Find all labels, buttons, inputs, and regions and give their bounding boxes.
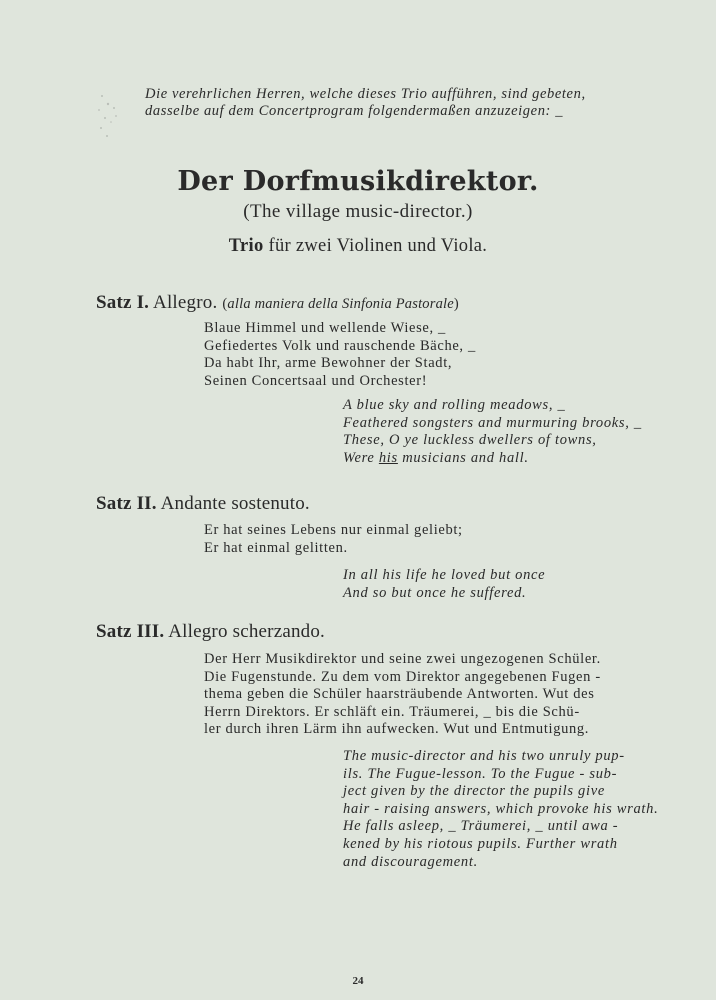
movement-1-english-text <box>343 397 642 467</box>
movement-2-german-text <box>204 522 463 557</box>
german-line: Da habt Ihr, arme Bewohner der Stadt, <box>204 355 453 372</box>
english-line: A blue sky and rolling meadows, _ <box>343 397 566 413</box>
movement-3-german-text <box>204 651 601 739</box>
movement-2-english-text <box>343 567 545 602</box>
german-line: Gefiedertes Volk und rauschende Bäche, _ <box>204 337 476 354</box>
english-line: kened by his riotous pupils. Further wrath <box>343 835 618 852</box>
german-line: Er hat seines Lebens nur einmal geliebt; <box>204 522 463 538</box>
german-line: thema geben die Schüler haarsträubende Antworten. Wut des <box>204 686 595 703</box>
page-title: Der Dorfmusikdirektor. <box>177 166 539 197</box>
english-line: He falls asleep, _ Träumerei, _ until awa - <box>343 818 619 835</box>
instrumentation-line <box>0 236 716 257</box>
english-line <box>343 450 642 468</box>
movement-1-label: Satz I. <box>96 292 150 313</box>
movement-3-heading <box>96 621 325 643</box>
german-line: Der Herr Musikdirektor und seine zwei ungezogenen Schüler. <box>204 651 601 667</box>
german-line: Seinen Concertsaal und Orchester! <box>204 372 428 389</box>
english-line: hair - raising answers, which provoke his wrath. <box>343 800 659 817</box>
trio-label: Trio <box>228 236 264 256</box>
movement-2-tempo: Andante sostenuto. <box>156 493 310 514</box>
intro-note <box>145 86 586 120</box>
movement-1-note-close: ) <box>453 296 459 312</box>
underlined-word: his <box>378 449 398 466</box>
intro-line-2: dasselbe auf dem Concertprogram folgendermaßen anzuzeigen: _ <box>145 103 564 119</box>
german-line: Herrn Direktors. Er schläft ein. Träumerei, _ bis die Schü- <box>204 703 580 720</box>
movement-1-heading <box>96 292 459 314</box>
movement-1-tempo: Allegro. <box>149 292 223 313</box>
german-line: Blaue Himmel und wellende Wiese, _ <box>204 320 446 336</box>
english-line: ject given by the director the pupils give <box>343 783 605 800</box>
english-line-end: musicians and hall. <box>397 449 529 466</box>
page-subtitle: (The village music-director.) <box>243 201 473 222</box>
english-line: ils. The Fugue-lesson. To the Fugue - sub- <box>343 765 618 782</box>
german-line: Er hat einmal gelitten. <box>204 539 348 556</box>
english-line: The music-director and his two unruly pup- <box>343 748 625 764</box>
english-line: These, O ye luckless dwellers of towns, <box>343 432 597 449</box>
movement-2-label: Satz II. <box>96 493 157 514</box>
german-line: ler durch ihren Lärm ihn aufwecken. Wut und Entmutigung. <box>204 721 590 738</box>
movement-3-tempo: Allegro scherzando. <box>164 621 326 642</box>
english-line-start: Were <box>343 449 379 466</box>
english-line: and discouragement. <box>343 853 478 870</box>
movement-1-note-open: ( <box>222 296 228 312</box>
page-number: 24 <box>352 975 364 987</box>
english-line: Feathered songsters and murmuring brooks, _ <box>343 414 642 431</box>
movement-3-english-text <box>343 748 658 871</box>
paper-speck-mark <box>96 92 122 140</box>
movement-2-heading <box>96 493 310 515</box>
movement-1-german-text <box>204 320 476 390</box>
movement-3-label: Satz III. <box>96 621 165 642</box>
german-line: Die Fugenstunde. Zu dem vom Direktor angegebenen Fugen - <box>204 668 601 685</box>
intro-line-1: Die verehrlichen Herren, welche dieses Trio aufführen, sind gebeten, <box>145 86 586 102</box>
english-line: And so but once he suffered. <box>343 584 527 601</box>
movement-1-note: alla maniera della Sinfonia Pastorale <box>227 296 454 312</box>
english-line: In all his life he loved but once <box>343 567 546 583</box>
instrumentation-text: für zwei Violinen und Viola. <box>263 236 488 256</box>
